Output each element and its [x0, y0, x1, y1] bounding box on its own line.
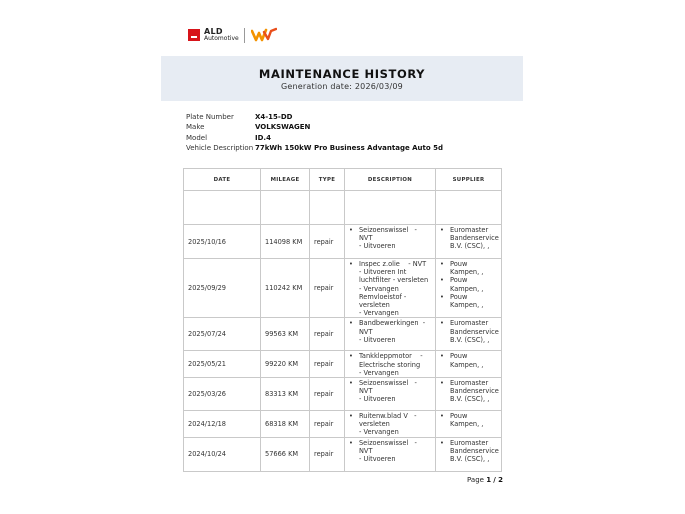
bullet-item	[440, 319, 501, 327]
bullet-subline: Bandenservice	[450, 446, 499, 455]
bullet-subline: Bandenservice	[450, 234, 499, 243]
cell-type: repair	[310, 318, 345, 351]
table-row	[184, 318, 502, 351]
page-current: 1	[486, 476, 492, 484]
bullet-item	[349, 226, 435, 234]
cell-mileage: 99220 KM	[261, 351, 310, 378]
bullet-icon: •	[440, 226, 444, 234]
bullet-icon: •	[440, 379, 444, 388]
model-row	[186, 133, 443, 143]
model-value: ID.4	[255, 133, 271, 142]
cell-description	[345, 437, 436, 471]
ald-logo-mark	[188, 29, 200, 41]
plate-value: X4-15-DD	[255, 113, 293, 122]
bullet-subline: NVT	[359, 446, 373, 455]
header-mileage: MILEAGE	[261, 169, 310, 191]
bullet-text: Inspec z.olie - NVT	[359, 260, 427, 268]
brand-subname: Automotive	[204, 35, 239, 42]
page-separator: /	[493, 476, 496, 484]
bullet-subline: Kampen, ,	[450, 301, 484, 310]
table-row	[184, 437, 502, 471]
bullet-subline: Bandenservice	[450, 387, 499, 396]
logo-divider	[244, 28, 245, 43]
cell-description	[345, 351, 436, 378]
bullet-subline: Kampen, ,	[450, 284, 484, 293]
bullet-item	[440, 276, 501, 284]
bullet-subline: Electrische storing	[359, 360, 421, 369]
cell-supplier	[436, 351, 502, 378]
table-row	[184, 378, 502, 411]
bullet-subline: - Uitvoeren	[359, 395, 396, 404]
bullet-subline: B.V. (CSC), ,	[450, 335, 490, 344]
bullet-subline: B.V. (CSC), ,	[450, 455, 490, 464]
make-row	[186, 122, 443, 132]
cell-type: repair	[310, 259, 345, 318]
bullet-icon: •	[349, 260, 353, 268]
bullet-icon: •	[349, 379, 353, 388]
header-date: DATE	[184, 169, 261, 191]
cell-date: 2025/10/16	[184, 225, 261, 259]
cell-type: repair	[310, 378, 345, 411]
cell-mileage: 83313 KM	[261, 378, 310, 411]
plate-label: Plate Number	[186, 113, 234, 122]
bullet-item	[440, 226, 501, 234]
make-label: Make	[186, 123, 205, 132]
bullet-icon: •	[440, 438, 444, 447]
cell-type: repair	[310, 411, 345, 438]
bullet-text: Pouw	[450, 352, 468, 361]
bullet-item	[349, 379, 435, 387]
bullet-item	[440, 379, 501, 387]
cell-description	[345, 225, 436, 259]
bullet-icon: •	[349, 438, 353, 447]
empty-row	[184, 191, 502, 225]
bullet-subline: NVT	[359, 387, 373, 396]
bullet-subline: B.V. (CSC), ,	[450, 395, 490, 404]
table-row	[184, 225, 502, 259]
bullet-subline: Remvloeistof -	[359, 292, 407, 301]
bullet-icon: •	[440, 276, 444, 285]
bullet-item	[440, 352, 501, 360]
bullet-text: Seizoenswissel -	[359, 226, 417, 234]
cell-mileage: 99563 KM	[261, 318, 310, 351]
company-logo	[188, 27, 277, 43]
plate-row	[186, 112, 443, 122]
header-description: DESCRIPTION	[345, 169, 436, 191]
bullet-subline: versleten	[359, 420, 390, 429]
bullet-text: Pouw	[450, 260, 468, 268]
bullet-text: Euromaster	[450, 379, 489, 388]
table-row	[184, 411, 502, 438]
bullet-item	[349, 319, 435, 327]
cell-date: 2025/09/29	[184, 259, 261, 318]
description-row	[186, 143, 443, 153]
bullet-item	[349, 260, 435, 268]
bullet-text: Seizoenswissel -	[359, 438, 417, 447]
maintenance-table	[183, 168, 502, 472]
bullet-subline: - Vervangen	[359, 428, 399, 437]
cell-type: repair	[310, 225, 345, 259]
bullet-item	[349, 439, 435, 447]
brand-name: ALD	[204, 27, 223, 36]
bullet-subline: luchtfilter - versleten	[359, 276, 429, 285]
bullet-icon: •	[440, 292, 444, 301]
bullet-text: Euromaster	[450, 438, 489, 447]
bullet-icon: •	[440, 352, 444, 361]
bullet-item	[349, 412, 435, 420]
cell-supplier	[436, 437, 502, 471]
cell-type: repair	[310, 437, 345, 471]
bullet-text: Bandbewerkingen -	[359, 319, 426, 328]
header-type: TYPE	[310, 169, 345, 191]
cell-description	[345, 259, 436, 318]
bullet-subline: - Uitvoeren Int	[359, 268, 407, 277]
page-title: MAINTENANCE HISTORY	[258, 67, 426, 81]
bullet-subline: - Uitvoeren	[359, 335, 396, 344]
cell-mileage: 57666 KM	[261, 437, 310, 471]
bullet-item	[440, 260, 501, 268]
bullet-text: Pouw	[450, 412, 468, 421]
make-value: VOLKSWAGEN	[255, 123, 311, 132]
cell-mileage: 114098 KM	[261, 225, 310, 259]
table-header-row	[184, 169, 502, 191]
bullet-text: Ruitenw.blad V -	[359, 412, 417, 421]
table-row	[184, 351, 502, 378]
description-label: Vehicle Description	[186, 144, 254, 153]
bullet-text: Euromaster	[450, 319, 489, 328]
cell-date: 2025/07/24	[184, 318, 261, 351]
bullet-text: Pouw	[450, 276, 468, 285]
bullet-subline: Kampen, ,	[450, 420, 484, 429]
cell-type: repair	[310, 351, 345, 378]
table-row	[184, 259, 502, 318]
page-total: 2	[498, 476, 503, 484]
bullet-icon: •	[440, 260, 444, 268]
bullet-subline: - Uitvoeren	[359, 455, 396, 464]
cell-description	[345, 318, 436, 351]
model-label: Model	[186, 133, 208, 142]
bullet-subline: B.V. (CSC), ,	[450, 242, 490, 251]
cell-date: 2024/12/18	[184, 411, 261, 438]
bullet-icon: •	[349, 319, 353, 328]
page-indicator	[467, 476, 503, 484]
leaseplan-logo-icon	[251, 27, 277, 43]
report-header	[161, 56, 523, 101]
bullet-icon: •	[440, 319, 444, 328]
bullet-subline: - Vervangen	[359, 368, 399, 377]
bullet-item	[440, 293, 501, 301]
bullet-text: Euromaster	[450, 226, 489, 234]
cell-date: 2025/03/26	[184, 378, 261, 411]
bullet-icon: •	[349, 226, 353, 234]
bullet-subline: Kampen, ,	[450, 268, 484, 277]
cell-description	[345, 378, 436, 411]
generation-date: Generation date: 2026/03/09	[281, 82, 403, 91]
bullet-item	[440, 412, 501, 420]
cell-supplier	[436, 318, 502, 351]
cell-supplier	[436, 225, 502, 259]
cell-date: 2024/10/24	[184, 437, 261, 471]
bullet-icon: •	[349, 352, 353, 361]
cell-supplier	[436, 411, 502, 438]
cell-description	[345, 411, 436, 438]
bullet-subline: - Vervangen	[359, 284, 399, 293]
bullet-text: Pouw	[450, 292, 468, 301]
cell-supplier	[436, 378, 502, 411]
bullet-subline: versleten	[359, 301, 390, 310]
bullet-text: Seizoenswissel -	[359, 379, 417, 388]
bullet-text: Tankkleppmotor -	[359, 352, 423, 361]
bullet-subline: NVT	[359, 234, 373, 243]
bullet-icon: •	[440, 412, 444, 421]
cell-mileage: 68318 KM	[261, 411, 310, 438]
bullet-subline: Kampen, ,	[450, 360, 484, 369]
header-supplier: SUPPLIER	[436, 169, 502, 191]
bullet-item	[440, 439, 501, 447]
vehicle-info	[186, 112, 443, 153]
cell-date: 2025/05/21	[184, 351, 261, 378]
bullet-subline: - Vervangen	[359, 309, 399, 318]
cell-mileage: 110242 KM	[261, 259, 310, 318]
cell-supplier	[436, 259, 502, 318]
bullet-item	[349, 352, 435, 360]
bullet-subline: - Uitvoeren	[359, 242, 396, 251]
description-value: 77kWh 150kW Pro Business Advantage Auto 5d	[255, 144, 444, 153]
page-label: Page	[467, 476, 484, 484]
bullet-icon: •	[349, 412, 353, 421]
bullet-subline: NVT	[359, 327, 373, 336]
bullet-subline: Bandenservice	[450, 327, 499, 336]
